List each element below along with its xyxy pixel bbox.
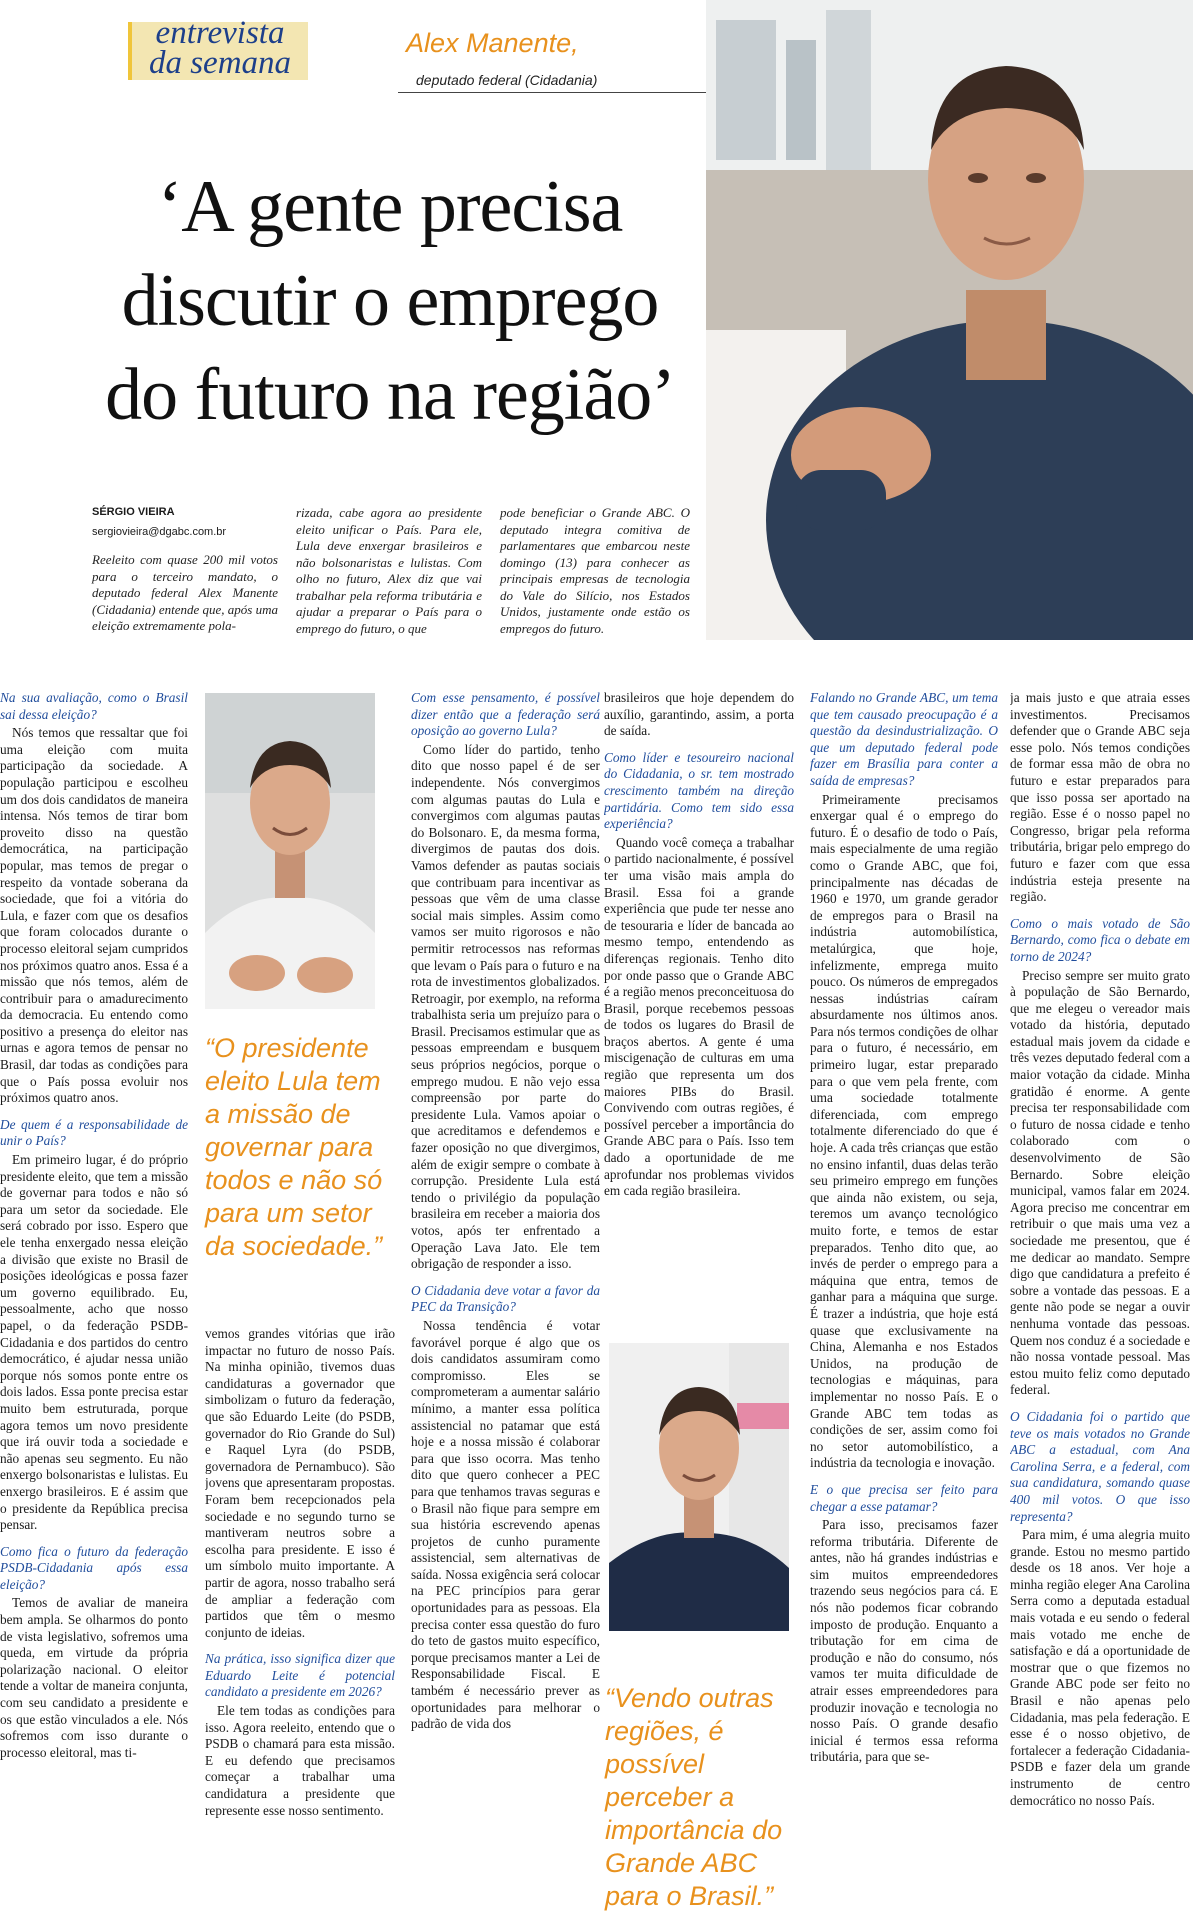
headline-line-3: do futuro na região’ [105,354,675,436]
header-divider [398,92,706,93]
column-3 [411,690,600,1927]
answer: Preciso sempre ser muito grato à população de São Bernardo, que me elegeu o vereador mais votado da história, deputado estadual mais jovem da cidade e três vezes deputado federal com a maior votação da cidade. Minha gratidão é enorme. A gente precisa ter responsabilidade com o futuro de nossa cidade e tenho colaborado com o desenvolvimento de São Bernardo. Sobre eleição municipal, vamos falar em 2024. Agora preciso me concentrar em retribuir o que mais uma vez a sociedade me presentou, que é me dedicar ao mandato. Sempre digo que candidatura a prefeito é sobre a vontade das pessoas. E a gente não pode se negar a ouvir nenhuma vontade das pessoas. Quem nos conduz é a sociedade e não nossa vontade pessoal. Mas estou muito feliz como deputado federal. [1010,967,1190,1398]
answer: Como líder do partido, tenho dito que nosso papel é de ser independente. Nós convergimos com algumas pautas do Lula e convergimos com algumas pautas do Bolsonaro. E, da mesma forma, divergimos de pautas dos dois. Vamos defender as pautas sociais que contribuam para incentivar as pessoas que vêm de uma classe social mais simples. Assim como vamos ser muito rigorosos e não permitir retrocessos nas reformas que levam o País para o futuro e na rota de investimentos globalizados. Retroagir, por exemplo, na reforma trabalhista seria um prejuízo para o Brasil. Precisamos estimular que as pessoas empreendam e busquem seus próprios negócios, porque o emprego mudou. E não vejo essa compreensão por parte do presidente Lula. Vamos apoiar o que acreditamos e defendemos e fazer oposição no que divergimos, além de exigir sempre o combate à corrupção. Presidente Lula está tendo o privilégio da população brasileira em receber a maioria dos votos, após ter enfrentado a Operação Lava Jato. Ele tem obrigação de responder a isso. [411,741,600,1272]
answer: Quando você começa a trabalhar o partido nacionalmente, é possível ter uma visão mais ampla do Brasil. Essa foi a grande experiência que pude ter nesse ano de tesouraria e líder de bancada ao mesmo tempo, entendendo as diferenças regionais. Tenho dito por onde passo que o Grande ABC é a região menos preconceituosa do Brasil, porque recebemos pessoas de todos os lugares do Brasil de braços abertos. A gente é uma miscigenação de culturas em uma região que representa um dos maiores PIBs do Brasil. Convivendo com outras regiões, é possível perceber a importância do Grande ABC para o País. Isso tem dado a oportunidade de me aprofundar nos problemas vividos em cada região brasileira. [604,834,794,1199]
answer: Ele tem todas as condições para isso. Agora reeleito, entendo que o PSDB o chamará para esta missão. E eu defendo que precisamos começar a trabalhar uma candidatura a presidente que represente esse nosso sentimento. [205,1703,395,1818]
answer: brasileiros que hoje dependem do auxílio, garantindo, assim, a porta de saída. [604,690,794,739]
pull-quote-2: “Vendo outras regiões, é possível perceber a importância do Grande ABC para o Brasil.” [605,1683,783,1911]
question: De quem é a responsabilidade de unir o País? [0,1116,188,1149]
kicker-line-2: da semana [148,45,292,81]
portrait-photo-1 [205,693,375,1009]
byline-email[interactable]: sergiovieira@dgabc.com.br [92,526,227,538]
portrait-photo-2 [609,1343,789,1631]
answer: ja mais justo e que atraia esses investimentos. Precisamos defender que o Grande ABC seja esse polo. Nós temos condições de formar essa mão de obra no futuro e estar preparados para que isso possa ser aportado na região. Esse é o nosso papel no Congresso, brigar pela reforma tributária, brigar pelo emprego do futuro e fazer com que essa indústria esteja presente na região. [1010,690,1190,905]
answer: Para isso, precisamos fazer reforma tributária. Diferente de antes, não há grandes indústrias e sim muitos empreendedores trazendo seus negócios para cá. E nós não podemos ficar cobrando imposto de produção. Enquanto a tributação for em cima de produção e não do consumo, nós vamos ter muita dificuldade de atrair esses empreendedores para produzir inovação e tecnologia no nosso País. O grande desafio inicial é termos essa reforma tributária, para que se- [810,1517,998,1765]
question: Na prática, isso significa dizer que Eduardo Leite é potencial candidato a presidente em 2026? [205,1651,395,1700]
headline [80,160,700,442]
headline-line-1: ‘A gente precisa [157,166,623,248]
headline-line-2: discutir o emprego [121,260,659,342]
kicker-line-1: entrevista [155,15,285,51]
answer: Para mim, é uma alegria muito grande. Estou no mesmo partido desde os 18 anos. Ver hoje a minha região eleger Ana Carolina Serra como a deputada estadual mais votada e eu sendo o federal mais votado me enche de satisfação e dá a oportunidade de mostrar que o que fizemos no Grande ABC pode ser feito no Brasil e não apenas pelo Cidadania, mas pela federação. E esse é o nosso objetivo, de fortalecer a federação Cidadania-PSDB e fazer dela um grande instrumento de centro democrático no nosso País. [1010,1527,1190,1808]
section-kicker [128,15,308,81]
intro-col-3: pode beneficiar o Grande ABC. O deputado integra comitiva de parlamentares que embarcou neste domingo (13) para conhecer as principais empresas de tecnologia do Vale do Silício, nos Estados Unidos, justamente onde estão os empregos do futuro. [500,505,690,636]
question: Com esse pensamento, é possível dizer então que a federação será oposição ao governo Lula? [411,690,600,739]
answer: vemos grandes vitórias que irão impactar no futuro de nosso País. Na minha opinião, tivemos duas candidaturas a governador que simbolizam o futuro da federação, que são Eduardo Leite (do PSDB, governador do Rio Grande do Sul) e Raquel Lyra (do PSDB, governadora de Pernambuco). São jovens que apresentaram propostas. Foram bem recepcionados pela sociedade e no segundo turno se mantiveram neutros sobre a escolha para presidente. E isso é um símbolo muito importante. A partir de agora, nosso trabalho será de ampliar a federação com partidos que têm o mesmo conjunto de ideias. [205,1326,395,1640]
answer: Nós temos que ressaltar que foi uma eleição com muita participação da sociedade. A população participou e escolheu um dos dois candidatos de maneira intensa. Nós temos de tirar bom proveito disso na questão democrática, na participação popular, mas temos de pregar o respeito da vontade soberana da sociedade, que foi a vitória do Lula, e fazer com que os desafios que foram colocados durante o processo eleitoral sejam cumpridos nos próximos quatro anos. Essa é a missão que nós temos, além de contribuir para o amadurecimento da democracia. Eu entendo como positivo a presença do eleitor nas urnas e agora temos de pensar no Brasil, dar todas as condições para que o País possa evoluir nos próximos quatro anos. [0,725,188,1106]
question: Como líder e tesoureiro nacional do Cidadania, o sr. tem mostrado crescimento também na direção partidária. Como tem sido essa experiência? [604,749,794,832]
question: E o que precisa ser feito para chegar a esse patamar? [810,1481,998,1514]
question: O Cidadania foi o partido que teve os mais votados no Grande ABC a estadual, com Ana Carolina Serra, e a federal, com sua candidatura, somando quase 400 mil votos. O que isso representa? [1010,1408,1190,1524]
column-5 [810,690,998,1927]
column-4 [604,690,794,1330]
intro-col-2: rizada, cabe agora ao presidente eleito unificar o País. Para ele, Lula deve enxergar brasileiros e não bolsonaristas e lulistas. Com olho no futuro, Alex diz que vai trabalhar pela reforma tributária e ajudar a preparar o País para o emprego do futuro, o que [296,505,482,636]
intro-col-1: Reeleito com quase 200 mil votos para o terceiro mandato, o deputado federal Alex Manente (Cidadania) entende que, após uma eleição extremamente pola- [92,552,278,633]
question: O Cidadania deve votar a favor da PEC da Transição? [411,1282,600,1315]
column-1 [0,690,188,1927]
question: Como fica o futuro da federação PSDB-Cidadania após essa eleição? [0,1543,188,1592]
answer: Nossa tendência é votar favorável porque é algo que os dois candidatos assumiram como compromisso. Eles se comprometeram a aumentar salário mínimo, a manter essa política assistencial no patamar que está hoje e a nossa missão é colaborar para que isso ocorra. Mas tenho dito que quero conhecer a PEC para que tenhamos travas seguras e o Brasil não fique para sempre em sua história escrevendo apenas projetos de cunho puramente assistencial, sem alternativas de saída. Nossa exigência será colocar na PEC princípios para gerar oportunidades para as pessoas. Ela precisa conter essa questão do furo do teto de gastos muito específico, porque precisamos manter a Lei de Responsabilidade Fiscal. E também é necessário prever as oportunidades para melhorar o padrão de vida dos [411,1317,600,1732]
interviewee-role: deputado federal (Cidadania) [416,72,598,88]
byline-author: SÉRGIO VIEIRA [92,506,175,518]
column-2 [205,1326,395,1926]
column-6 [1010,690,1190,1927]
interviewee-name: Alex Manente, [406,28,579,58]
pull-quote-1: “O presidente eleito Lula tem a missão de governar para todos e não só para um setor da sociedade.” [205,1033,383,1261]
question: Como o mais votado de São Bernardo, como fica o debate em torno de 2024? [1010,915,1190,964]
answer: Temos de avaliar de maneira bem ampla. Se olharmos do ponto de vista legislativo, sofremos uma queda, em virtude da própria polarização nacional. O eleitor tende a voltar de maneira conjunta, com seu candidato a presidente e os que estão vinculados a ele. Nós sofremos com isso durante o processo eleitoral, mas ti- [0,1595,188,1760]
question: Na sua avaliação, como o Brasil sai dessa eleição? [0,690,188,722]
main-photo [706,0,1193,640]
answer: Em primeiro lugar, é do próprio presidente eleito, que tem a missão de governar para todos e não só para um setor da sociedade. Ele será cobrado por isso. Espero que ele tenha enxergado nessa eleição a divisão que existe no Brasil de posições ideológicas e possa fazer um governo equilibrado. Eu, pessoalmente, acho que nosso papel, o da federação PSDB-Cidadania e dos partidos do centro democrático, é ajudar nessa união porque nós somos ponte entre os dois lados. Essa ponte precisa estar muito bem estruturada, porque agora temos um novo presidente que irá ouvir toda a sociedade e não apenas seu segmento. Eu não enxergo bolsonaristas e lulistas. Eu enxergo brasileiros. E é assim que o presidente da República precisa pensar. [0,1152,188,1533]
answer: Primeiramente precisamos enxergar qual é o emprego do futuro. É o desafio de todo o País, mais especialmente de uma região como o Grande ABC, que foi, principalmente nas décadas de 1960 e 1970, um grande gerador de empregos para o Brasil na indústria automobilística, metalúrgica, que hoje, infelizmente, emprega muito pouco. Os números de empregados nessas indústrias caíram absurdamente nos últimos anos. Para nós termos condições de olhar para o futuro, é necessário, em primeiro lugar, estar preparado para o que vem pela frente, com uma sociedade totalmente diferenciada, com emprego totalmente diferenciado do que é hoje. A cada três crianças que estão no ensino infantil, duas delas terão seu primeiro emprego em funções que ainda não existem, ou seja, teremos um avanço tecnológico muito forte, e temos de estar preparados. Tenho dito que, ao invés de perder o emprego para a máquina que entra, temos de ganhar para a máquina que surge. É trazer a indústria, que hoje está quase que exclusivamente na China, Alemanha e nos Estados Unidos, na produção de tecnologias e máquinas, para implementar no nosso País. E o Grande ABC tem todas as condições de ser, assim como foi no setor automobilístico, a indústria da tecnologia e inovação. [810,791,998,1471]
question: Falando no Grande ABC, um tema que tem causado preocupação é a questão da desindustrialização. O que um deputado federal pode fazer em Brasília para conter a saída de empresas? [810,690,998,788]
